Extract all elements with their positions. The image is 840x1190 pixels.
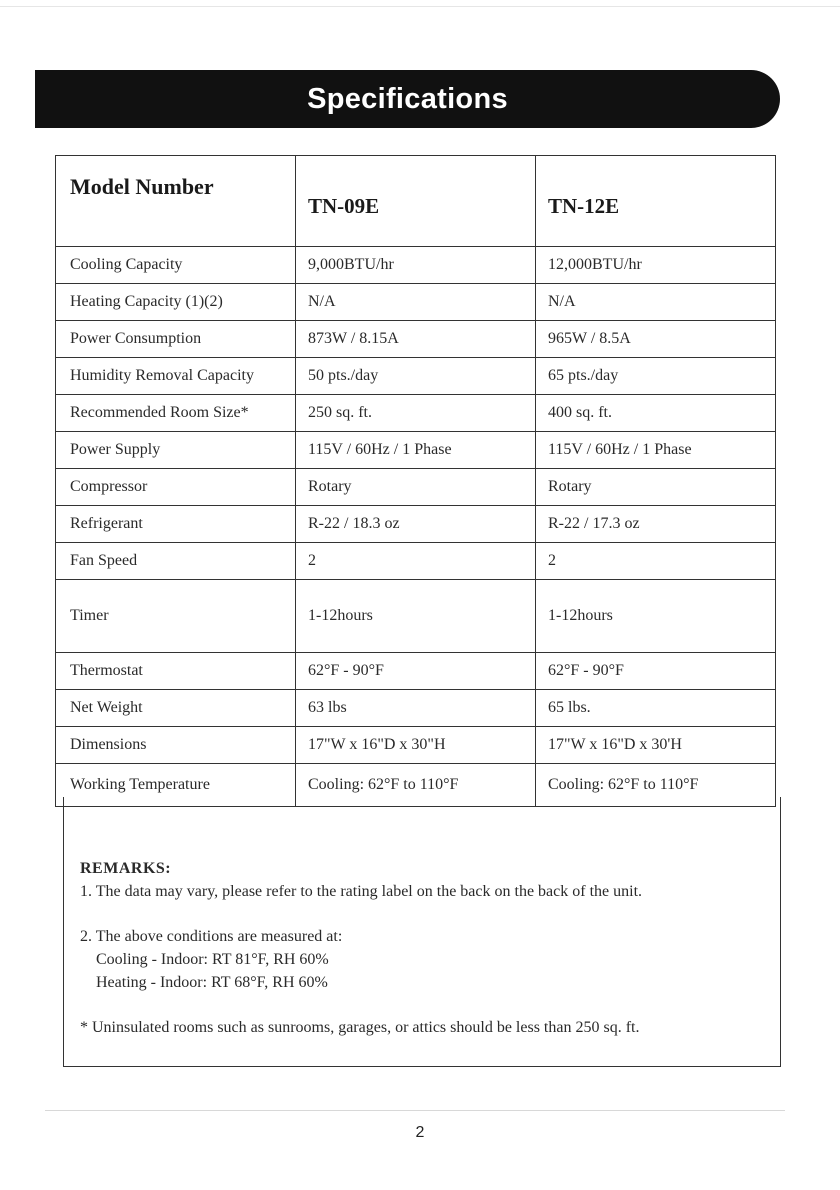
row-value-tn-09e: 115V / 60Hz / 1 Phase bbox=[296, 432, 536, 469]
footer-divider bbox=[45, 1110, 785, 1111]
row-value-tn-09e: Cooling: 62°F to 110°F bbox=[296, 764, 536, 807]
table-header-row bbox=[56, 156, 776, 247]
row-label: Heating Capacity (1)(2) bbox=[56, 284, 296, 321]
model-tn-09e-header: TN-09E bbox=[296, 156, 536, 247]
remarks-section bbox=[63, 797, 781, 1067]
row-value-tn-12e: N/A bbox=[536, 284, 776, 321]
row-label: Timer bbox=[56, 580, 296, 653]
table-row bbox=[56, 247, 776, 284]
row-value-tn-12e: Rotary bbox=[536, 469, 776, 506]
row-value-tn-09e: N/A bbox=[296, 284, 536, 321]
table-row bbox=[56, 690, 776, 727]
row-value-tn-09e: 63 lbs bbox=[296, 690, 536, 727]
row-label: Refrigerant bbox=[56, 506, 296, 543]
row-value-tn-12e: 62°F - 90°F bbox=[536, 653, 776, 690]
row-value-tn-09e: R-22 / 18.3 oz bbox=[296, 506, 536, 543]
row-value-tn-09e: Rotary bbox=[296, 469, 536, 506]
remarks-title: REMARKS: bbox=[80, 860, 172, 877]
row-value-tn-12e: 17"W x 16"D x 30'H bbox=[536, 727, 776, 764]
remark-item-2-intro: 2. The above conditions are measured at: bbox=[80, 928, 343, 945]
row-label: Dimensions bbox=[56, 727, 296, 764]
row-value-tn-12e: R-22 / 17.3 oz bbox=[536, 506, 776, 543]
table-row bbox=[56, 321, 776, 358]
row-label: Recommended Room Size* bbox=[56, 395, 296, 432]
table-row bbox=[56, 580, 776, 653]
row-value-tn-09e: 9,000BTU/hr bbox=[296, 247, 536, 284]
remark-item-1: 1. The data may vary, please refer to the rating label on the back on the back of the unit. bbox=[80, 883, 643, 900]
specifications-table bbox=[55, 155, 776, 807]
remark-footnote: * Uninsulated rooms such as sunrooms, garages, or attics should be less than 250 sq. ft. bbox=[80, 1019, 640, 1036]
row-value-tn-09e: 50 pts./day bbox=[296, 358, 536, 395]
row-label: Cooling Capacity bbox=[56, 247, 296, 284]
table-row bbox=[56, 469, 776, 506]
remark-cooling-condition: Cooling - Indoor: RT 81°F, RH 60% bbox=[96, 951, 329, 968]
row-label: Net Weight bbox=[56, 690, 296, 727]
row-value-tn-12e: 115V / 60Hz / 1 Phase bbox=[536, 432, 776, 469]
table-row bbox=[56, 284, 776, 321]
table-row bbox=[56, 432, 776, 469]
row-value-tn-09e: 17"W x 16"D x 30"H bbox=[296, 727, 536, 764]
row-label: Power Supply bbox=[56, 432, 296, 469]
table-row bbox=[56, 653, 776, 690]
row-label: Compressor bbox=[56, 469, 296, 506]
row-value-tn-12e: 12,000BTU/hr bbox=[536, 247, 776, 284]
row-value-tn-09e: 250 sq. ft. bbox=[296, 395, 536, 432]
top-scan-line bbox=[0, 6, 840, 7]
table-row bbox=[56, 727, 776, 764]
row-value-tn-12e: 65 pts./day bbox=[536, 358, 776, 395]
model-tn-12e-header: TN-12E bbox=[536, 156, 776, 247]
row-value-tn-09e: 873W / 8.15A bbox=[296, 321, 536, 358]
row-value-tn-09e: 1-12hours bbox=[296, 580, 536, 653]
page-number: 2 bbox=[415, 1124, 425, 1141]
table-row bbox=[56, 395, 776, 432]
page-title: Specifications bbox=[307, 82, 508, 115]
row-label: Power Consumption bbox=[56, 321, 296, 358]
row-label: Working Temperature bbox=[56, 764, 296, 807]
row-label: Thermostat bbox=[56, 653, 296, 690]
row-label: Humidity Removal Capacity bbox=[56, 358, 296, 395]
row-value-tn-12e: 2 bbox=[536, 543, 776, 580]
row-value-tn-09e: 62°F - 90°F bbox=[296, 653, 536, 690]
row-value-tn-12e: 400 sq. ft. bbox=[536, 395, 776, 432]
row-value-tn-12e: Cooling: 62°F to 110°F bbox=[536, 764, 776, 807]
row-label: Fan Speed bbox=[56, 543, 296, 580]
remark-heating-condition: Heating - Indoor: RT 68°F, RH 60% bbox=[96, 974, 328, 991]
row-value-tn-12e: 1-12hours bbox=[536, 580, 776, 653]
model-number-label: Model Number bbox=[56, 156, 296, 247]
table-row bbox=[56, 543, 776, 580]
table-row bbox=[56, 358, 776, 395]
specifications-banner bbox=[35, 70, 780, 128]
row-value-tn-09e: 2 bbox=[296, 543, 536, 580]
row-value-tn-12e: 65 lbs. bbox=[536, 690, 776, 727]
table-row bbox=[56, 506, 776, 543]
row-value-tn-12e: 965W / 8.5A bbox=[536, 321, 776, 358]
